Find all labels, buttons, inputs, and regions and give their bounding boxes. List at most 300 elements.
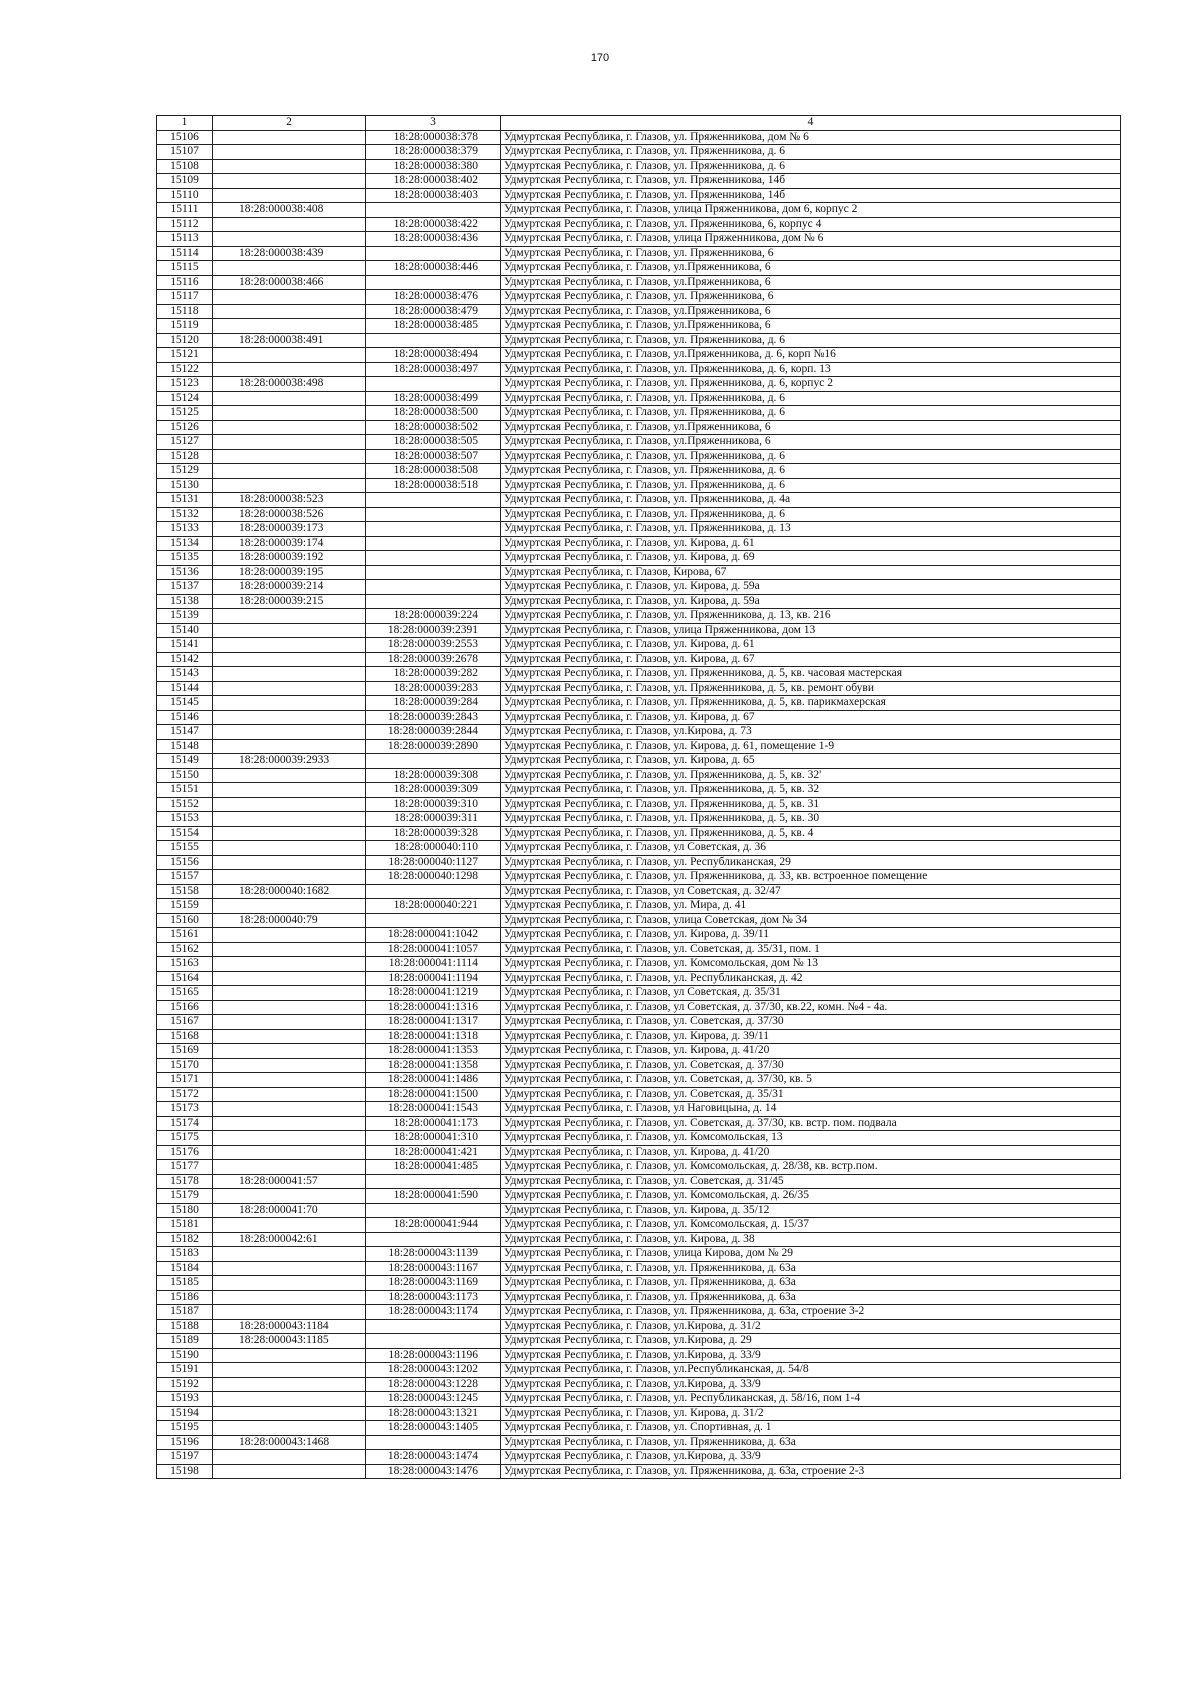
row-number-cell: 15197 (157, 1450, 213, 1465)
address-cell: Удмуртская Республика, г. Глазов, ул. Советская, д. 37/30 (501, 1058, 1121, 1073)
row-number-cell: 15155 (157, 841, 213, 856)
building-cadastral-number-cell: 18:28:000039:310 (366, 797, 501, 812)
table-row (157, 1000, 1121, 1015)
building-cadastral-number-cell: 18:28:000043:1139 (366, 1247, 501, 1262)
land-cadastral-number-cell (213, 1131, 366, 1146)
row-number-cell: 15165 (157, 986, 213, 1001)
table-row (157, 1348, 1121, 1363)
address-cell: Удмуртская Республика, г. Глазов, ул. Пряженникова, д. 5, кв. парикмахерская (501, 696, 1121, 711)
building-cadastral-number-cell (366, 1435, 501, 1450)
table-row (157, 174, 1121, 189)
address-cell: Удмуртская Республика, г. Глазов, ул. Пряженникова, 6 (501, 290, 1121, 305)
address-cell: Удмуртская Республика, г. Глазов, ул. Кирова, д. 59а (501, 580, 1121, 595)
table-row (157, 1464, 1121, 1479)
building-cadastral-number-cell: 18:28:000038:500 (366, 406, 501, 421)
land-cadastral-number-cell (213, 928, 366, 943)
row-number-cell: 15163 (157, 957, 213, 972)
building-cadastral-number-cell: 18:28:000039:2843 (366, 710, 501, 725)
land-cadastral-number-cell (213, 1058, 366, 1073)
table-row (157, 522, 1121, 537)
row-number-cell: 15195 (157, 1421, 213, 1436)
land-cadastral-number-cell (213, 638, 366, 653)
building-cadastral-number-cell (366, 275, 501, 290)
land-cadastral-number-cell (213, 768, 366, 783)
address-cell: Удмуртская Республика, г. Глазов, ул. Пряженникова, д. 5, кв. 30 (501, 812, 1121, 827)
building-cadastral-number-cell: 18:28:000043:1174 (366, 1305, 501, 1320)
land-cadastral-number-cell (213, 261, 366, 276)
building-cadastral-number-cell: 18:28:000038:499 (366, 391, 501, 406)
address-cell: Удмуртская Республика, г. Глазов, ул. Кирова, д. 65 (501, 754, 1121, 769)
row-number-cell: 15148 (157, 739, 213, 754)
address-cell: Удмуртская Республика, г. Глазов, ул. Комсомольская, дом № 13 (501, 957, 1121, 972)
building-cadastral-number-cell: 18:28:000043:1196 (366, 1348, 501, 1363)
building-cadastral-number-cell: 18:28:000040:110 (366, 841, 501, 856)
building-cadastral-number-cell (366, 1232, 501, 1247)
building-cadastral-number-cell (366, 333, 501, 348)
table-row (157, 768, 1121, 783)
row-number-cell: 15116 (157, 275, 213, 290)
row-number-cell: 15140 (157, 623, 213, 638)
row-number-cell: 15128 (157, 449, 213, 464)
table-row (157, 319, 1121, 334)
table-row (157, 1058, 1121, 1073)
row-number-cell: 15147 (157, 725, 213, 740)
land-cadastral-number-cell (213, 188, 366, 203)
building-cadastral-number-cell: 18:28:000039:308 (366, 768, 501, 783)
land-cadastral-number-cell (213, 1348, 366, 1363)
land-cadastral-number-cell (213, 1073, 366, 1088)
row-number-cell: 15117 (157, 290, 213, 305)
land-cadastral-number-cell (213, 681, 366, 696)
address-cell: Удмуртская Республика, г. Глазов, ул. Пряженникова, д. 13, кв. 216 (501, 609, 1121, 624)
land-cadastral-number-cell (213, 1029, 366, 1044)
table-row (157, 1392, 1121, 1407)
land-cadastral-number-cell: 18:28:000039:173 (213, 522, 366, 537)
address-cell: Удмуртская Республика, г. Глазов, ул. Пряженникова, д. 5, кв. 32 (501, 783, 1121, 798)
table-row (157, 957, 1121, 972)
land-cadastral-number-cell (213, 464, 366, 479)
land-cadastral-number-cell (213, 797, 366, 812)
land-cadastral-number-cell (213, 971, 366, 986)
row-number-cell: 15118 (157, 304, 213, 319)
row-number-cell: 15132 (157, 507, 213, 522)
building-cadastral-number-cell: 18:28:000041:1057 (366, 942, 501, 957)
address-cell: Удмуртская Республика, г. Глазов, ул. Пряженникова, д. 6 (501, 478, 1121, 493)
row-number-cell: 15170 (157, 1058, 213, 1073)
land-cadastral-number-cell: 18:28:000043:1185 (213, 1334, 366, 1349)
land-cadastral-number-cell (213, 826, 366, 841)
address-cell: Удмуртская Республика, г. Глазов, ул. Кирова, д. 41/20 (501, 1145, 1121, 1160)
address-cell: Удмуртская Республика, г. Глазов, ул. Пряженникова, д. 6 (501, 449, 1121, 464)
table-row (157, 203, 1121, 218)
building-cadastral-number-cell (366, 1174, 501, 1189)
table-row (157, 623, 1121, 638)
address-cell: Удмуртская Республика, г. Глазов, улица Кирова, дом № 29 (501, 1247, 1121, 1262)
building-cadastral-number-cell: 18:28:000038:380 (366, 159, 501, 174)
table-row (157, 565, 1121, 580)
building-cadastral-number-cell: 18:28:000043:1169 (366, 1276, 501, 1291)
land-cadastral-number-cell (213, 841, 366, 856)
table-row (157, 217, 1121, 232)
row-number-cell: 15154 (157, 826, 213, 841)
address-cell: Удмуртская Республика, г. Глазов, улица Пряженникова, дом № 6 (501, 232, 1121, 247)
land-cadastral-number-cell (213, 1450, 366, 1465)
land-cadastral-number-cell: 18:28:000039:174 (213, 536, 366, 551)
building-cadastral-number-cell: 18:28:000043:1228 (366, 1377, 501, 1392)
land-cadastral-number-cell (213, 783, 366, 798)
table-row (157, 1232, 1121, 1247)
address-cell: Удмуртская Республика, г. Глазов, улица Советская, дом № 34 (501, 913, 1121, 928)
address-cell: Удмуртская Республика, г. Глазов, Кирова, 67 (501, 565, 1121, 580)
table-row (157, 246, 1121, 261)
building-cadastral-number-cell: 18:28:000041:173 (366, 1116, 501, 1131)
table-row (157, 1189, 1121, 1204)
row-number-cell: 15169 (157, 1044, 213, 1059)
table-row (157, 870, 1121, 885)
address-cell: Удмуртская Республика, г. Глазов, ул. Пряженникова, 14б (501, 188, 1121, 203)
building-cadastral-number-cell: 18:28:000040:221 (366, 899, 501, 914)
registry-table (156, 115, 1121, 1479)
table-row (157, 333, 1121, 348)
address-cell: Удмуртская Республика, г. Глазов, ул. Кирова, д. 61, помещение 1-9 (501, 739, 1121, 754)
address-cell: Удмуртская Республика, г. Глазов, ул. Пряженникова, д. 63а (501, 1290, 1121, 1305)
address-cell: Удмуртская Республика, г. Глазов, ул.Кирова, д. 73 (501, 725, 1121, 740)
row-number-cell: 15134 (157, 536, 213, 551)
land-cadastral-number-cell (213, 1392, 366, 1407)
land-cadastral-number-cell (213, 957, 366, 972)
building-cadastral-number-cell: 18:28:000043:1474 (366, 1450, 501, 1465)
registry-table-body (157, 116, 1121, 1479)
land-cadastral-number-cell (213, 609, 366, 624)
building-cadastral-number-cell (366, 565, 501, 580)
address-cell: Удмуртская Республика, г. Глазов, ул.Кирова, д. 33/9 (501, 1450, 1121, 1465)
table-row (157, 261, 1121, 276)
row-number-cell: 15106 (157, 130, 213, 145)
address-cell: Удмуртская Республика, г. Глазов, ул. Пряженникова, д. 6 (501, 464, 1121, 479)
address-cell: Удмуртская Республика, г. Глазов, ул.Пряженникова, 6 (501, 304, 1121, 319)
table-row (157, 1218, 1121, 1233)
land-cadastral-number-cell: 18:28:000041:70 (213, 1203, 366, 1218)
building-cadastral-number-cell: 18:28:000039:224 (366, 609, 501, 624)
building-cadastral-number-cell (366, 246, 501, 261)
row-number-cell: 15146 (157, 710, 213, 725)
land-cadastral-number-cell (213, 1247, 366, 1262)
land-cadastral-number-cell (213, 1087, 366, 1102)
row-number-cell: 15137 (157, 580, 213, 595)
building-cadastral-number-cell: 18:28:000041:1194 (366, 971, 501, 986)
land-cadastral-number-cell (213, 667, 366, 682)
land-cadastral-number-cell (213, 1406, 366, 1421)
table-row (157, 1174, 1121, 1189)
address-cell: Удмуртская Республика, г. Глазов, ул. Комсомольская, д. 28/38, кв. встр.пом. (501, 1160, 1121, 1175)
building-cadastral-number-cell: 18:28:000041:1486 (366, 1073, 501, 1088)
table-row (157, 232, 1121, 247)
address-cell: Удмуртская Республика, г. Глазов, ул. Пряженникова, д. 6 (501, 333, 1121, 348)
address-cell: Удмуртская Республика, г. Глазов, ул. Пряженникова, д. 5, кв. часовая мастерская (501, 667, 1121, 682)
address-cell: Удмуртская Республика, г. Глазов, ул Наговицына, д. 14 (501, 1102, 1121, 1117)
table-row (157, 406, 1121, 421)
building-cadastral-number-cell (366, 536, 501, 551)
building-cadastral-number-cell: 18:28:000038:479 (366, 304, 501, 319)
row-number-cell: 15109 (157, 174, 213, 189)
land-cadastral-number-cell (213, 725, 366, 740)
row-number-cell: 15151 (157, 783, 213, 798)
table-row (157, 1044, 1121, 1059)
row-number-cell: 15177 (157, 1160, 213, 1175)
address-cell: Удмуртская Республика, г. Глазов, ул. Пряженникова, д. 6 (501, 159, 1121, 174)
land-cadastral-number-cell (213, 986, 366, 1001)
address-cell: Удмуртская Республика, г. Глазов, ул.Пряженникова, 6 (501, 275, 1121, 290)
address-cell: Удмуртская Республика, г. Глазов, ул. Комсомольская, д. 15/37 (501, 1218, 1121, 1233)
land-cadastral-number-cell (213, 304, 366, 319)
land-cadastral-number-cell (213, 812, 366, 827)
table-row (157, 1203, 1121, 1218)
land-cadastral-number-cell (213, 1464, 366, 1479)
row-number-cell: 15112 (157, 217, 213, 232)
table-row (157, 1145, 1121, 1160)
land-cadastral-number-cell: 18:28:000043:1468 (213, 1435, 366, 1450)
row-number-cell: 15133 (157, 522, 213, 537)
row-number-cell: 15189 (157, 1334, 213, 1349)
address-cell: Удмуртская Республика, г. Глазов, ул. Пряженникова, д. 6 (501, 145, 1121, 160)
building-cadastral-number-cell: 18:28:000038:422 (366, 217, 501, 232)
address-cell: Удмуртская Республика, г. Глазов, ул. Кирова, д. 61 (501, 536, 1121, 551)
building-cadastral-number-cell: 18:28:000043:1245 (366, 1392, 501, 1407)
land-cadastral-number-cell (213, 406, 366, 421)
building-cadastral-number-cell (366, 594, 501, 609)
table-row (157, 348, 1121, 363)
row-number-cell: 15157 (157, 870, 213, 885)
address-cell: Удмуртская Республика, г. Глазов, ул. Комсомольская, д. 26/35 (501, 1189, 1121, 1204)
building-cadastral-number-cell: 18:28:000038:379 (366, 145, 501, 160)
address-cell: Удмуртская Республика, г. Глазов, улица Пряженникова, дом 13 (501, 623, 1121, 638)
row-number-cell: 15191 (157, 1363, 213, 1378)
land-cadastral-number-cell (213, 1044, 366, 1059)
row-number-cell: 15124 (157, 391, 213, 406)
table-row (157, 1450, 1121, 1465)
address-cell: Удмуртская Республика, г. Глазов, ул. Пряженникова, д. 5, кв. 4 (501, 826, 1121, 841)
building-cadastral-number-cell (366, 493, 501, 508)
land-cadastral-number-cell: 18:28:000038:498 (213, 377, 366, 392)
building-cadastral-number-cell: 18:28:000041:1317 (366, 1015, 501, 1030)
address-cell: Удмуртская Республика, г. Глазов, ул. Кирова, д. 31/2 (501, 1406, 1121, 1421)
land-cadastral-number-cell (213, 449, 366, 464)
table-row (157, 913, 1121, 928)
page-number: 170 (590, 52, 610, 64)
table-row (157, 1087, 1121, 1102)
land-cadastral-number-cell (213, 942, 366, 957)
building-cadastral-number-cell: 18:28:000041:590 (366, 1189, 501, 1204)
row-number-cell: 15173 (157, 1102, 213, 1117)
row-number-cell: 15152 (157, 797, 213, 812)
table-row (157, 362, 1121, 377)
building-cadastral-number-cell (366, 507, 501, 522)
address-cell: Удмуртская Республика, г. Глазов, ул. Советская, д. 37/30, кв. встр. пом. подвала (501, 1116, 1121, 1131)
land-cadastral-number-cell (213, 232, 366, 247)
table-row (157, 1421, 1121, 1436)
table-row (157, 884, 1121, 899)
row-number-cell: 15181 (157, 1218, 213, 1233)
building-cadastral-number-cell: 18:28:000039:328 (366, 826, 501, 841)
row-number-cell: 15142 (157, 652, 213, 667)
table-row (157, 304, 1121, 319)
land-cadastral-number-cell: 18:28:000038:523 (213, 493, 366, 508)
building-cadastral-number-cell: 18:28:000039:2678 (366, 652, 501, 667)
building-cadastral-number-cell: 18:28:000038:476 (366, 290, 501, 305)
table-row (157, 1377, 1121, 1392)
land-cadastral-number-cell (213, 1000, 366, 1015)
row-number-cell: 15120 (157, 333, 213, 348)
building-cadastral-number-cell: 18:28:000038:494 (366, 348, 501, 363)
building-cadastral-number-cell: 18:28:000041:1114 (366, 957, 501, 972)
building-cadastral-number-cell: 18:28:000039:2844 (366, 725, 501, 740)
row-number-cell: 15167 (157, 1015, 213, 1030)
row-number-cell: 15158 (157, 884, 213, 899)
header-col-2: 2 (213, 116, 366, 131)
building-cadastral-number-cell: 18:28:000039:283 (366, 681, 501, 696)
row-number-cell: 15196 (157, 1435, 213, 1450)
building-cadastral-number-cell: 18:28:000039:282 (366, 667, 501, 682)
building-cadastral-number-cell: 18:28:000039:2890 (366, 739, 501, 754)
address-cell: Удмуртская Республика, г. Глазов, ул. Советская, д. 37/30, кв. 5 (501, 1073, 1121, 1088)
row-number-cell: 15126 (157, 420, 213, 435)
address-cell: Удмуртская Республика, г. Глазов, ул.Республиканская, д. 54/8 (501, 1363, 1121, 1378)
row-number-cell: 15113 (157, 232, 213, 247)
land-cadastral-number-cell (213, 1276, 366, 1291)
address-cell: Удмуртская Республика, г. Глазов, ул. Кирова, д. 67 (501, 710, 1121, 725)
row-number-cell: 15130 (157, 478, 213, 493)
land-cadastral-number-cell: 18:28:000043:1184 (213, 1319, 366, 1334)
address-cell: Удмуртская Республика, г. Глазов, ул. Пряженникова, 6, корпус 4 (501, 217, 1121, 232)
land-cadastral-number-cell (213, 739, 366, 754)
land-cadastral-number-cell: 18:28:000039:214 (213, 580, 366, 595)
building-cadastral-number-cell: 18:28:000038:446 (366, 261, 501, 276)
table-row (157, 812, 1121, 827)
address-cell: Удмуртская Республика, г. Глазов, ул. Комсомольская, 13 (501, 1131, 1121, 1146)
row-number-cell: 15125 (157, 406, 213, 421)
land-cadastral-number-cell: 18:28:000039:215 (213, 594, 366, 609)
row-number-cell: 15131 (157, 493, 213, 508)
address-cell: Удмуртская Республика, г. Глазов, ул. Пряженникова, д. 4а (501, 493, 1121, 508)
row-number-cell: 15190 (157, 1348, 213, 1363)
building-cadastral-number-cell: 18:28:000043:1405 (366, 1421, 501, 1436)
building-cadastral-number-cell: 18:28:000038:403 (366, 188, 501, 203)
row-number-cell: 15138 (157, 594, 213, 609)
address-cell: Удмуртская Республика, г. Глазов, ул. Республиканская, 29 (501, 855, 1121, 870)
row-number-cell: 15114 (157, 246, 213, 261)
table-row (157, 797, 1121, 812)
address-cell: Удмуртская Республика, г. Глазов, ул.Кирова, д. 31/2 (501, 1319, 1121, 1334)
table-row (157, 783, 1121, 798)
building-cadastral-number-cell: 18:28:000038:502 (366, 420, 501, 435)
building-cadastral-number-cell (366, 754, 501, 769)
row-number-cell: 15160 (157, 913, 213, 928)
table-row (157, 841, 1121, 856)
row-number-cell: 15166 (157, 1000, 213, 1015)
address-cell: Удмуртская Республика, г. Глазов, ул. Пряженникова, д. 63а, строение 3-2 (501, 1305, 1121, 1320)
address-cell: Удмуртская Республика, г. Глазов, ул. Кирова, д. 39/11 (501, 1029, 1121, 1044)
table-row (157, 1319, 1121, 1334)
building-cadastral-number-cell: 18:28:000038:497 (366, 362, 501, 377)
table-row (157, 145, 1121, 160)
land-cadastral-number-cell (213, 1015, 366, 1030)
land-cadastral-number-cell (213, 652, 366, 667)
table-row (157, 580, 1121, 595)
building-cadastral-number-cell: 18:28:000041:1318 (366, 1029, 501, 1044)
land-cadastral-number-cell (213, 362, 366, 377)
table-row (157, 681, 1121, 696)
table-row (157, 826, 1121, 841)
table-row (157, 928, 1121, 943)
row-number-cell: 15110 (157, 188, 213, 203)
land-cadastral-number-cell (213, 130, 366, 145)
building-cadastral-number-cell: 18:28:000038:378 (366, 130, 501, 145)
table-row (157, 478, 1121, 493)
address-cell: Удмуртская Республика, г. Глазов, ул. Кирова, д. 59а (501, 594, 1121, 609)
address-cell: Удмуртская Республика, г. Глазов, ул. Пряженникова, д. 6 (501, 391, 1121, 406)
address-cell: Удмуртская Республика, г. Глазов, ул Советская, д. 36 (501, 841, 1121, 856)
address-cell: Удмуртская Республика, г. Глазов, ул. Советская, д. 35/31 (501, 1087, 1121, 1102)
address-cell: Удмуртская Республика, г. Глазов, ул Советская, д. 32/47 (501, 884, 1121, 899)
row-number-cell: 15184 (157, 1261, 213, 1276)
row-number-cell: 15192 (157, 1377, 213, 1392)
building-cadastral-number-cell: 18:28:000043:1173 (366, 1290, 501, 1305)
address-cell: Удмуртская Республика, г. Глазов, ул Советская, д. 35/31 (501, 986, 1121, 1001)
address-cell: Удмуртская Республика, г. Глазов, ул. Пряженникова, дом № 6 (501, 130, 1121, 145)
land-cadastral-number-cell (213, 145, 366, 160)
table-row (157, 754, 1121, 769)
land-cadastral-number-cell (213, 710, 366, 725)
table-row (157, 391, 1121, 406)
table-row (157, 667, 1121, 682)
land-cadastral-number-cell (213, 1116, 366, 1131)
table-row (157, 1334, 1121, 1349)
land-cadastral-number-cell (213, 1363, 366, 1378)
land-cadastral-number-cell (213, 435, 366, 450)
address-cell: Удмуртская Республика, г. Глазов, ул.Пряженникова, 6 (501, 435, 1121, 450)
row-number-cell: 15171 (157, 1073, 213, 1088)
table-header-row (157, 116, 1121, 131)
address-cell: Удмуртская Республика, г. Глазов, ул. Пряженникова, д. 13 (501, 522, 1121, 537)
table-row (157, 986, 1121, 1001)
building-cadastral-number-cell: 18:28:000039:2391 (366, 623, 501, 638)
address-cell: Удмуртская Республика, г. Глазов, ул. Советская, д. 37/30 (501, 1015, 1121, 1030)
address-cell: Удмуртская Республика, г. Глазов, ул. Кирова, д. 39/11 (501, 928, 1121, 943)
land-cadastral-number-cell (213, 391, 366, 406)
address-cell: Удмуртская Республика, г. Глазов, ул. Кирова, д. 35/12 (501, 1203, 1121, 1218)
building-cadastral-number-cell: 18:28:000043:1321 (366, 1406, 501, 1421)
address-cell: Удмуртская Республика, г. Глазов, ул. Пряженникова, д. 6, корпус 2 (501, 377, 1121, 392)
building-cadastral-number-cell (366, 580, 501, 595)
land-cadastral-number-cell (213, 478, 366, 493)
land-cadastral-number-cell (213, 696, 366, 711)
building-cadastral-number-cell: 18:28:000041:1219 (366, 986, 501, 1001)
address-cell: Удмуртская Республика, г. Глазов, ул. Пряженникова, д. 63а (501, 1261, 1121, 1276)
row-number-cell: 15159 (157, 899, 213, 914)
table-row (157, 1305, 1121, 1320)
row-number-cell: 15119 (157, 319, 213, 334)
land-cadastral-number-cell (213, 870, 366, 885)
address-cell: Удмуртская Республика, г. Глазов, ул.Пряженникова, д. 6, корп №16 (501, 348, 1121, 363)
table-row (157, 1102, 1121, 1117)
table-row (157, 1247, 1121, 1262)
table-row (157, 1073, 1121, 1088)
building-cadastral-number-cell: 18:28:000041:1500 (366, 1087, 501, 1102)
building-cadastral-number-cell (366, 913, 501, 928)
building-cadastral-number-cell (366, 377, 501, 392)
address-cell: Удмуртская Республика, г. Глазов, ул. Советская, д. 31/45 (501, 1174, 1121, 1189)
land-cadastral-number-cell: 18:28:000041:57 (213, 1174, 366, 1189)
